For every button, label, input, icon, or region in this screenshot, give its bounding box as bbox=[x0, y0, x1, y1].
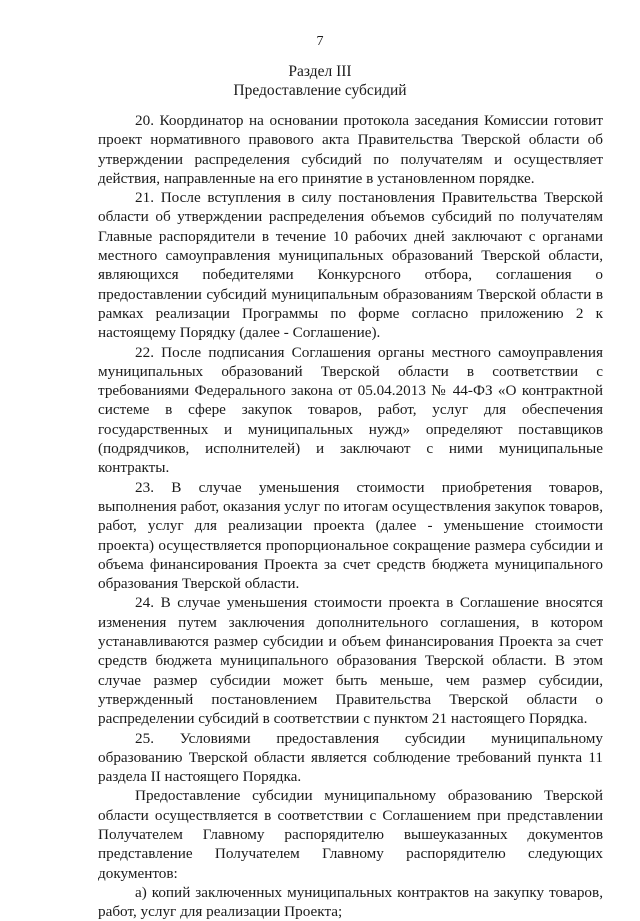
paragraph-22: 22. После подписания Соглашения органы местного самоуправления муниципальных образований Тверской области в соответствии с требованиями Федерального закона от 05.04.2013 № 44-ФЗ «О контрактной системе в сфере закупок товаров, работ, услуг для обеспечения государственных и муниципальных нужд» определяют поставщиков (подрядчиков, исполнителей) и заключают с ними муниципальные контракты. bbox=[98, 343, 603, 477]
paragraph-24: 24. В случае уменьшения стоимости проекта в Соглашение вносятся изменения путем заключения дополнительного соглашения, в котором устанавливаются размер субсидии и объем финансирования Проекта за счет средств бюджета муниципального образования Тверской области. В этом случае размер субсидии может быть меньше, чем размер субсидии, утвержденный постановлением Правительства Тверской области о распределении субсидий в соответствии с пунктом 21 настоящего Порядка. bbox=[98, 594, 603, 728]
page-number: 7 bbox=[316, 34, 324, 49]
document-body bbox=[98, 111, 603, 921]
section-heading bbox=[0, 62, 640, 100]
paragraph-item-a: а) копий заключенных муниципальных контрактов на закупку товаров, работ, услуг для реализации Проекта; bbox=[98, 883, 603, 921]
section-subtitle: Предоставление субсидий bbox=[233, 82, 407, 99]
paragraph-21: 21. После вступления в силу постановления Правительства Тверской области об утверждении распределения объемов субсидий по получателям Главные распорядители в течение 10 рабочих дней заключают с органами местного самоуправления муниципальных образований Тверской области, являющихся победителями Конкурсного отбора, соглашения о предоставлении субсидий муниципальным образованиям Тверской области в рамках реализации Программы по форме согласно приложению 2 к настоящему Порядку (далее - Соглашение). bbox=[98, 189, 603, 342]
paragraph-25: 25. Условиями предоставления субсидии муниципальному образованию Тверской области является соблюдение требований пункта 11 раздела II настоящего Порядка. bbox=[98, 729, 603, 786]
paragraph-23: 23. В случае уменьшения стоимости приобретения товаров, выполнения работ, оказания услуг по итогам осуществления закупок товаров, работ, услуг для реализации проекта (далее - уменьшение стоимости проекта) осуществляется пропорциональное сокращение размера субсидии и объема финансирования Проекта за счет средств бюджета муниципального образования Тверской области. bbox=[98, 478, 603, 593]
section-title: Раздел III bbox=[288, 63, 352, 80]
paragraph-20: 20. Координатор на основании протокола заседания Комиссии готовит проект нормативного правового акта Правительства Тверской области об утверждении распределения субсидий по получателям и осуществляет действия, направленные на его принятие в установленном порядке. bbox=[98, 112, 603, 187]
paragraph-subsidy-provision: Предоставление субсидии муниципальному образованию Тверской области осуществляется в соответствии с Соглашением при представлении Получателем Главному распорядителю вышеуказанных документов представление Получателем Главному распорядителю следующих документов: bbox=[98, 787, 603, 882]
